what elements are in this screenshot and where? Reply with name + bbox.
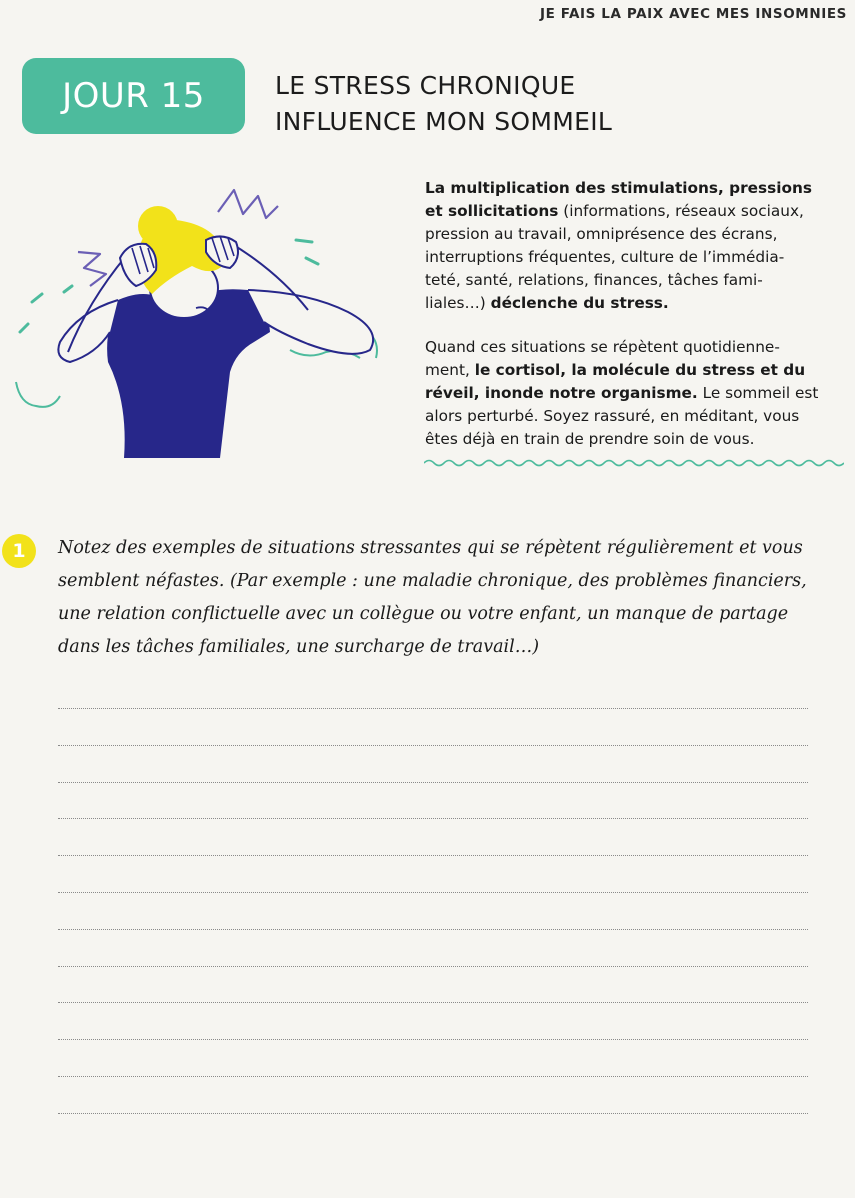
exercise-line-2: semblent néfastes. (Par exemple : une maladie chronique, des problèmes financiers, [58,571,807,591]
green-dash-1 [296,240,312,242]
answer-line[interactable] [58,966,808,1003]
page-title [275,68,835,140]
answer-line[interactable] [58,892,808,929]
green-dash-2 [306,258,318,264]
exercise-prompt [58,532,848,664]
green-dash-4 [20,324,28,332]
answer-line[interactable] [58,745,808,782]
answer-line[interactable] [58,1002,808,1039]
answer-line[interactable] [58,929,808,966]
answer-lines [58,708,808,1150]
answer-line[interactable] [58,1113,808,1150]
zigzag-mark-top [218,190,278,218]
answer-line[interactable] [58,1039,808,1076]
intro-text [425,177,845,472]
answer-line[interactable] [58,782,808,819]
answer-line[interactable] [58,1076,808,1113]
answer-line[interactable] [58,708,808,745]
stressed-woman-illustration [8,182,403,467]
green-dash-5 [64,286,72,292]
answer-line[interactable] [58,818,808,855]
answer-line[interactable] [58,855,808,892]
green-wave-left [16,382,60,407]
wave-divider [424,456,844,470]
hair-bun [138,206,178,246]
title-line-2: INFLUENCE MON SOMMEIL [275,107,613,136]
exercise-line-3: une relation conflictuelle avec un collègue ou votre enfant, un manque de partage [58,604,789,624]
exercise-line-4: dans les tâches familiales, une surcharge de travail…) [58,637,540,657]
green-dash-3 [32,294,42,302]
title-line-1: LE STRESS CHRONIQUE [275,71,576,100]
day-badge: JOUR 15 [22,58,245,134]
right-arm [248,290,373,354]
exercise-number-badge: 1 [2,534,36,568]
zigzag-mark-left [78,252,106,286]
exercise-line-1: Notez des exemples de situations stressantes qui se répètent régulièrement et vous [58,538,803,558]
intro-paragraph-2: Quand ces situations se répètent quotidienne- ment, le cortisol, la molécule du stress et du réveil, inonde notre organisme. Le sommeil est alors perturbé. Soyez rassuré, en méditant, vous êtes déjà en train de prendre soin de vous. [425,338,819,448]
running-header: JE FAIS LA PAIX AVEC MES INSOMNIES [539,6,847,22]
intro-paragraph-1: La multiplication des stimulations, pressions et sollicitations (informations, réseaux sociaux, pression au travail, omniprésence des écrans, interruptions fréquentes, culture de l’immédia- teté, santé, relations, finances, tâches fami- liales…) déclenche du stress. [425,179,812,312]
